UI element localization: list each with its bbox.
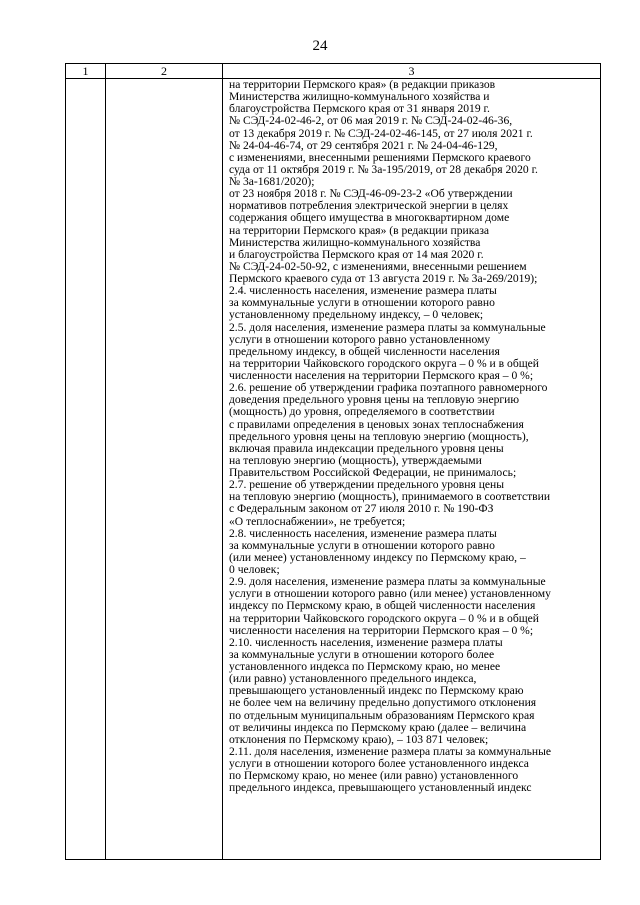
text-line: по отдельным муниципальным образованиям Пермского края	[229, 708, 535, 722]
text-line: 2.8. численность населения, изменение размера платы	[229, 526, 497, 540]
text-line: 2.11. доля населения, изменение размера платы за коммунальные	[229, 744, 552, 758]
cell-col-1	[66, 79, 106, 860]
text-line: (мощность) до уровня, определяемого в соответствии	[229, 405, 495, 419]
text-line: от величины индекса по Пермскому краю (далее – величина	[229, 720, 527, 734]
text-line: 2.6. решение об утверждении графика поэтапного равномерного	[229, 381, 548, 395]
text-line: с правилами определения в ценовых зонах теплоснабжения	[229, 417, 524, 431]
text-line: (или менее) установленному индексу по Пермскому краю, –	[229, 550, 526, 564]
text-line: № СЭД-24-02-46-2, от 06 мая 2019 г. № СЭД-24-02-46-36,	[229, 114, 513, 128]
table-body-row	[66, 79, 601, 860]
table-header-row	[66, 64, 601, 79]
text-line: отклонения по Пермскому краю), – 103 871 человек;	[229, 732, 489, 746]
text-line: установленного индекса по Пермскому краю, но менее	[229, 660, 501, 673]
column-header-2: 2	[106, 64, 223, 79]
text-line: услуги в отношении которого равно (или менее) установленному	[229, 587, 551, 601]
text-line: по Пермскому краю, но менее (или равно) установленного	[229, 769, 519, 783]
text-line: нормативов потребления электрической энергии в целях	[229, 199, 509, 213]
text-line: за коммунальные услуги в отношении которого равно	[229, 296, 495, 310]
text-line: 2.10. численность населения, изменение размера платы	[229, 635, 503, 649]
text-line: 0 человек;	[229, 563, 280, 576]
text-line: 2.9. доля населения, изменение размера платы за коммунальные	[229, 575, 546, 589]
cell-col-2	[106, 79, 223, 860]
text-line: Пермского краевого суда от 13 августа 2019 г. № 3а-269/2019);	[229, 272, 538, 285]
text-line: доведения предельного уровня цены на тепловую энергию	[229, 393, 520, 407]
column-header-1: 1	[66, 64, 106, 79]
text-line: численности населения на территории Пермского края – 0 %;	[229, 369, 534, 382]
text-line: предельного уровня цены на тепловую энергию (мощность),	[229, 429, 529, 443]
document-table	[65, 63, 601, 860]
text-line: на тепловую энергию (мощность), утверждаемыми	[229, 453, 482, 467]
column-header-3: 3	[223, 64, 601, 79]
text-line: с Федеральным законом от 27 июля 2010 г. № 190-ФЗ	[229, 502, 494, 516]
text-line: благоустройства Пермского края от 31 января 2019 г.	[229, 102, 490, 116]
text-line: № 3а-1681/2020);	[229, 175, 315, 188]
text-line: № СЭД-24-02-50-92, с изменениями, внесенными решением	[229, 259, 527, 273]
text-line: (или равно) установленного предельного индекса,	[229, 672, 477, 686]
text-line: № 24-04-46-74, от 29 сентября 2021 г. № 24-04-46-129,	[229, 138, 498, 152]
text-line: индексу по Пермскому краю, в общей численности населения	[229, 599, 536, 613]
text-line: с изменениями, внесенными решениями Пермского краевого	[229, 150, 531, 164]
text-line: предельного индекса, превышающего установленный индекс	[229, 781, 532, 795]
text-line: услуги в отношении которого более установленного индекса	[229, 757, 529, 770]
text-line: на территории Пермского края» (в редакции приказов	[229, 78, 496, 91]
text-line: предельному индексу, в общей численности населения	[229, 344, 500, 358]
text-line: не более чем на величину предельно допустимого отклонения	[229, 696, 537, 710]
text-line: численности населения на территории Пермского края – 0 %;	[229, 623, 534, 637]
text-line: установленному предельному индексу, – 0 человек;	[229, 308, 484, 322]
text-line: услуги в отношении которого равно установленному	[229, 332, 491, 346]
text-line: «О теплоснабжении», не требуется;	[229, 514, 406, 528]
text-line: 2.7. решение об утверждении предельного уровня цены	[229, 478, 505, 492]
text-line: от 23 ноября 2018 г. № СЭД-46-09-23-2 «Об утверждении	[229, 187, 513, 201]
text-line: от 13 декабря 2019 г. № СЭД-24-02-46-145, от 27 июля 2021 г.	[229, 126, 533, 140]
text-line: и благоустройства Пермского края от 14 мая 2020 г.	[229, 247, 484, 261]
text-line: 2.4. численность населения, изменение размера платы	[229, 284, 497, 298]
cell-col-3-text	[223, 79, 601, 860]
text-line: Министерства жилищно-коммунального хозяйства	[229, 235, 481, 249]
text-line: на территории Чайковского городского округа – 0 % и в общей	[229, 356, 539, 370]
text-line: за коммунальные услуги в отношении которого равно	[229, 538, 495, 552]
page-number: 24	[312, 38, 328, 54]
text-line: за коммунальные услуги в отношении которого более	[229, 647, 495, 661]
text-line: содержания общего имущества в многоквартирном доме	[229, 211, 510, 225]
text-line: 2.5. доля населения, изменение размера платы за коммунальные	[229, 320, 546, 334]
text-line: Правительством Российской Федерации, не принималось;	[229, 466, 517, 479]
text-line: на территории Чайковского городского округа – 0 % и в общей	[229, 611, 539, 625]
text-line: включая правила индексации предельного уровня цены	[229, 441, 504, 455]
text-line: суда от 11 октября 2019 г. № 3а-195/2019, от 28 декабря 2020 г.	[229, 162, 538, 176]
text-line: Министерства жилищно-коммунального хозяйства и	[229, 90, 490, 104]
text-line: на тепловую энергию (мощность), принимаемого в соответствии	[229, 490, 551, 504]
text-line: превышающего установленный индекс по Пермскому краю	[229, 684, 524, 698]
text-line: на территории Пермского края» (в редакции приказа	[229, 223, 490, 237]
